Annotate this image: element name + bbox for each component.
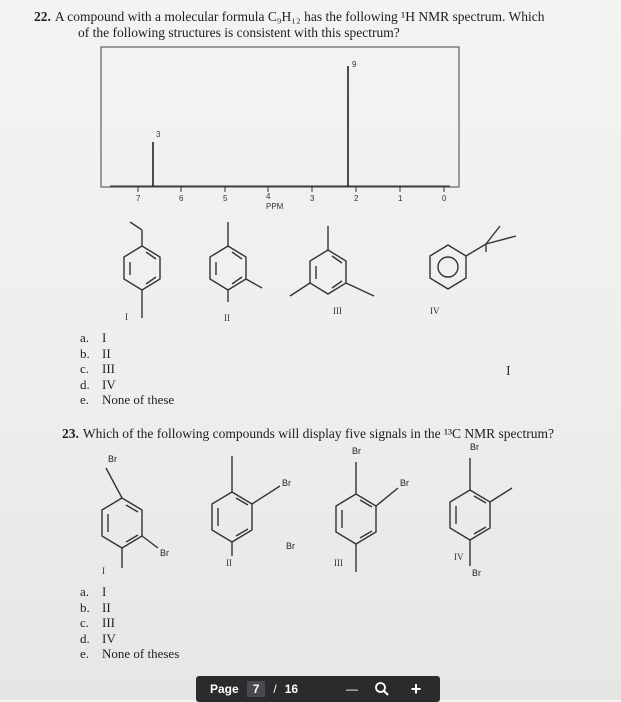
tick-label: 1 <box>398 194 403 203</box>
page-navigation-bar <box>196 676 440 702</box>
structure-label-23-IV: IV <box>454 552 464 562</box>
br-label: Br <box>352 446 361 456</box>
br-label: Br <box>472 568 481 578</box>
choice-a[interactable]: a. I <box>80 584 107 599</box>
structure-23-I <box>102 468 158 568</box>
axis-label-ppm: PPM <box>266 202 284 211</box>
br-label: Br <box>282 478 291 488</box>
structure-23-II <box>212 456 280 556</box>
page-separator: / <box>273 682 277 696</box>
tick-label: 2 <box>354 194 359 203</box>
current-page-input[interactable]: 7 <box>247 681 266 697</box>
peak-label: 3 <box>156 130 161 139</box>
zoom-out-button[interactable]: — <box>346 682 358 696</box>
br-label: Br <box>108 454 117 464</box>
br-label: Br <box>160 548 169 558</box>
tick-label: 3 <box>310 194 315 203</box>
structure-label-I: I <box>125 312 128 322</box>
zoom-icon[interactable] <box>372 679 392 699</box>
peak-label: 9 <box>352 60 357 69</box>
tick-label: 6 <box>179 194 184 203</box>
structure-label-III: III <box>333 306 342 316</box>
structure-label-23-II: II <box>226 558 232 568</box>
structure-23-IV <box>450 458 512 566</box>
question-text-line2: of the following structures is consistent with this spectrum? <box>78 25 400 40</box>
question-number: 23. <box>62 426 79 441</box>
choice-b[interactable]: b. II <box>80 599 111 615</box>
question-text-line1: A compound with a molecular formula C₉H₁₂ has the following ¹H NMR spectrum. Which <box>54 9 545 24</box>
br-label: Br <box>286 541 295 551</box>
structure-label-IV: IV <box>430 306 440 316</box>
choice-b[interactable]: b. II <box>80 345 111 361</box>
tick-label: 5 <box>223 194 228 203</box>
br-label: Br <box>400 478 409 488</box>
page-label: Page <box>210 682 239 696</box>
tick-label: 4 <box>266 192 271 201</box>
magnifier-icon <box>374 681 390 697</box>
tick-label: 7 <box>136 194 141 203</box>
handwritten-mark: I <box>506 364 511 379</box>
choice-a[interactable]: a. I <box>80 330 107 345</box>
choice-e[interactable]: e. None of theses <box>80 646 180 661</box>
br-label: Br <box>470 442 479 452</box>
q23-choices <box>80 584 179 662</box>
choice-c[interactable]: c. III <box>80 615 115 630</box>
structure-label-II: II <box>224 313 230 323</box>
structure-label-23-III: III <box>334 558 343 568</box>
zoom-in-button[interactable]: + <box>410 678 422 699</box>
structure-label-23-I: I <box>102 566 105 576</box>
choice-e[interactable]: e. None of these <box>80 392 175 407</box>
structure-23-III <box>336 462 398 572</box>
total-pages: 16 <box>284 682 299 696</box>
question-text: Which of the following compounds will display five signals in the ¹³C NMR spectrum? <box>82 426 555 441</box>
tick-label: 0 <box>442 194 447 203</box>
choice-d[interactable]: d. IV <box>80 376 116 392</box>
choice-d[interactable]: d. IV <box>80 630 116 646</box>
choice-c[interactable]: c. III <box>80 361 115 376</box>
question-number: 22. <box>34 9 51 24</box>
